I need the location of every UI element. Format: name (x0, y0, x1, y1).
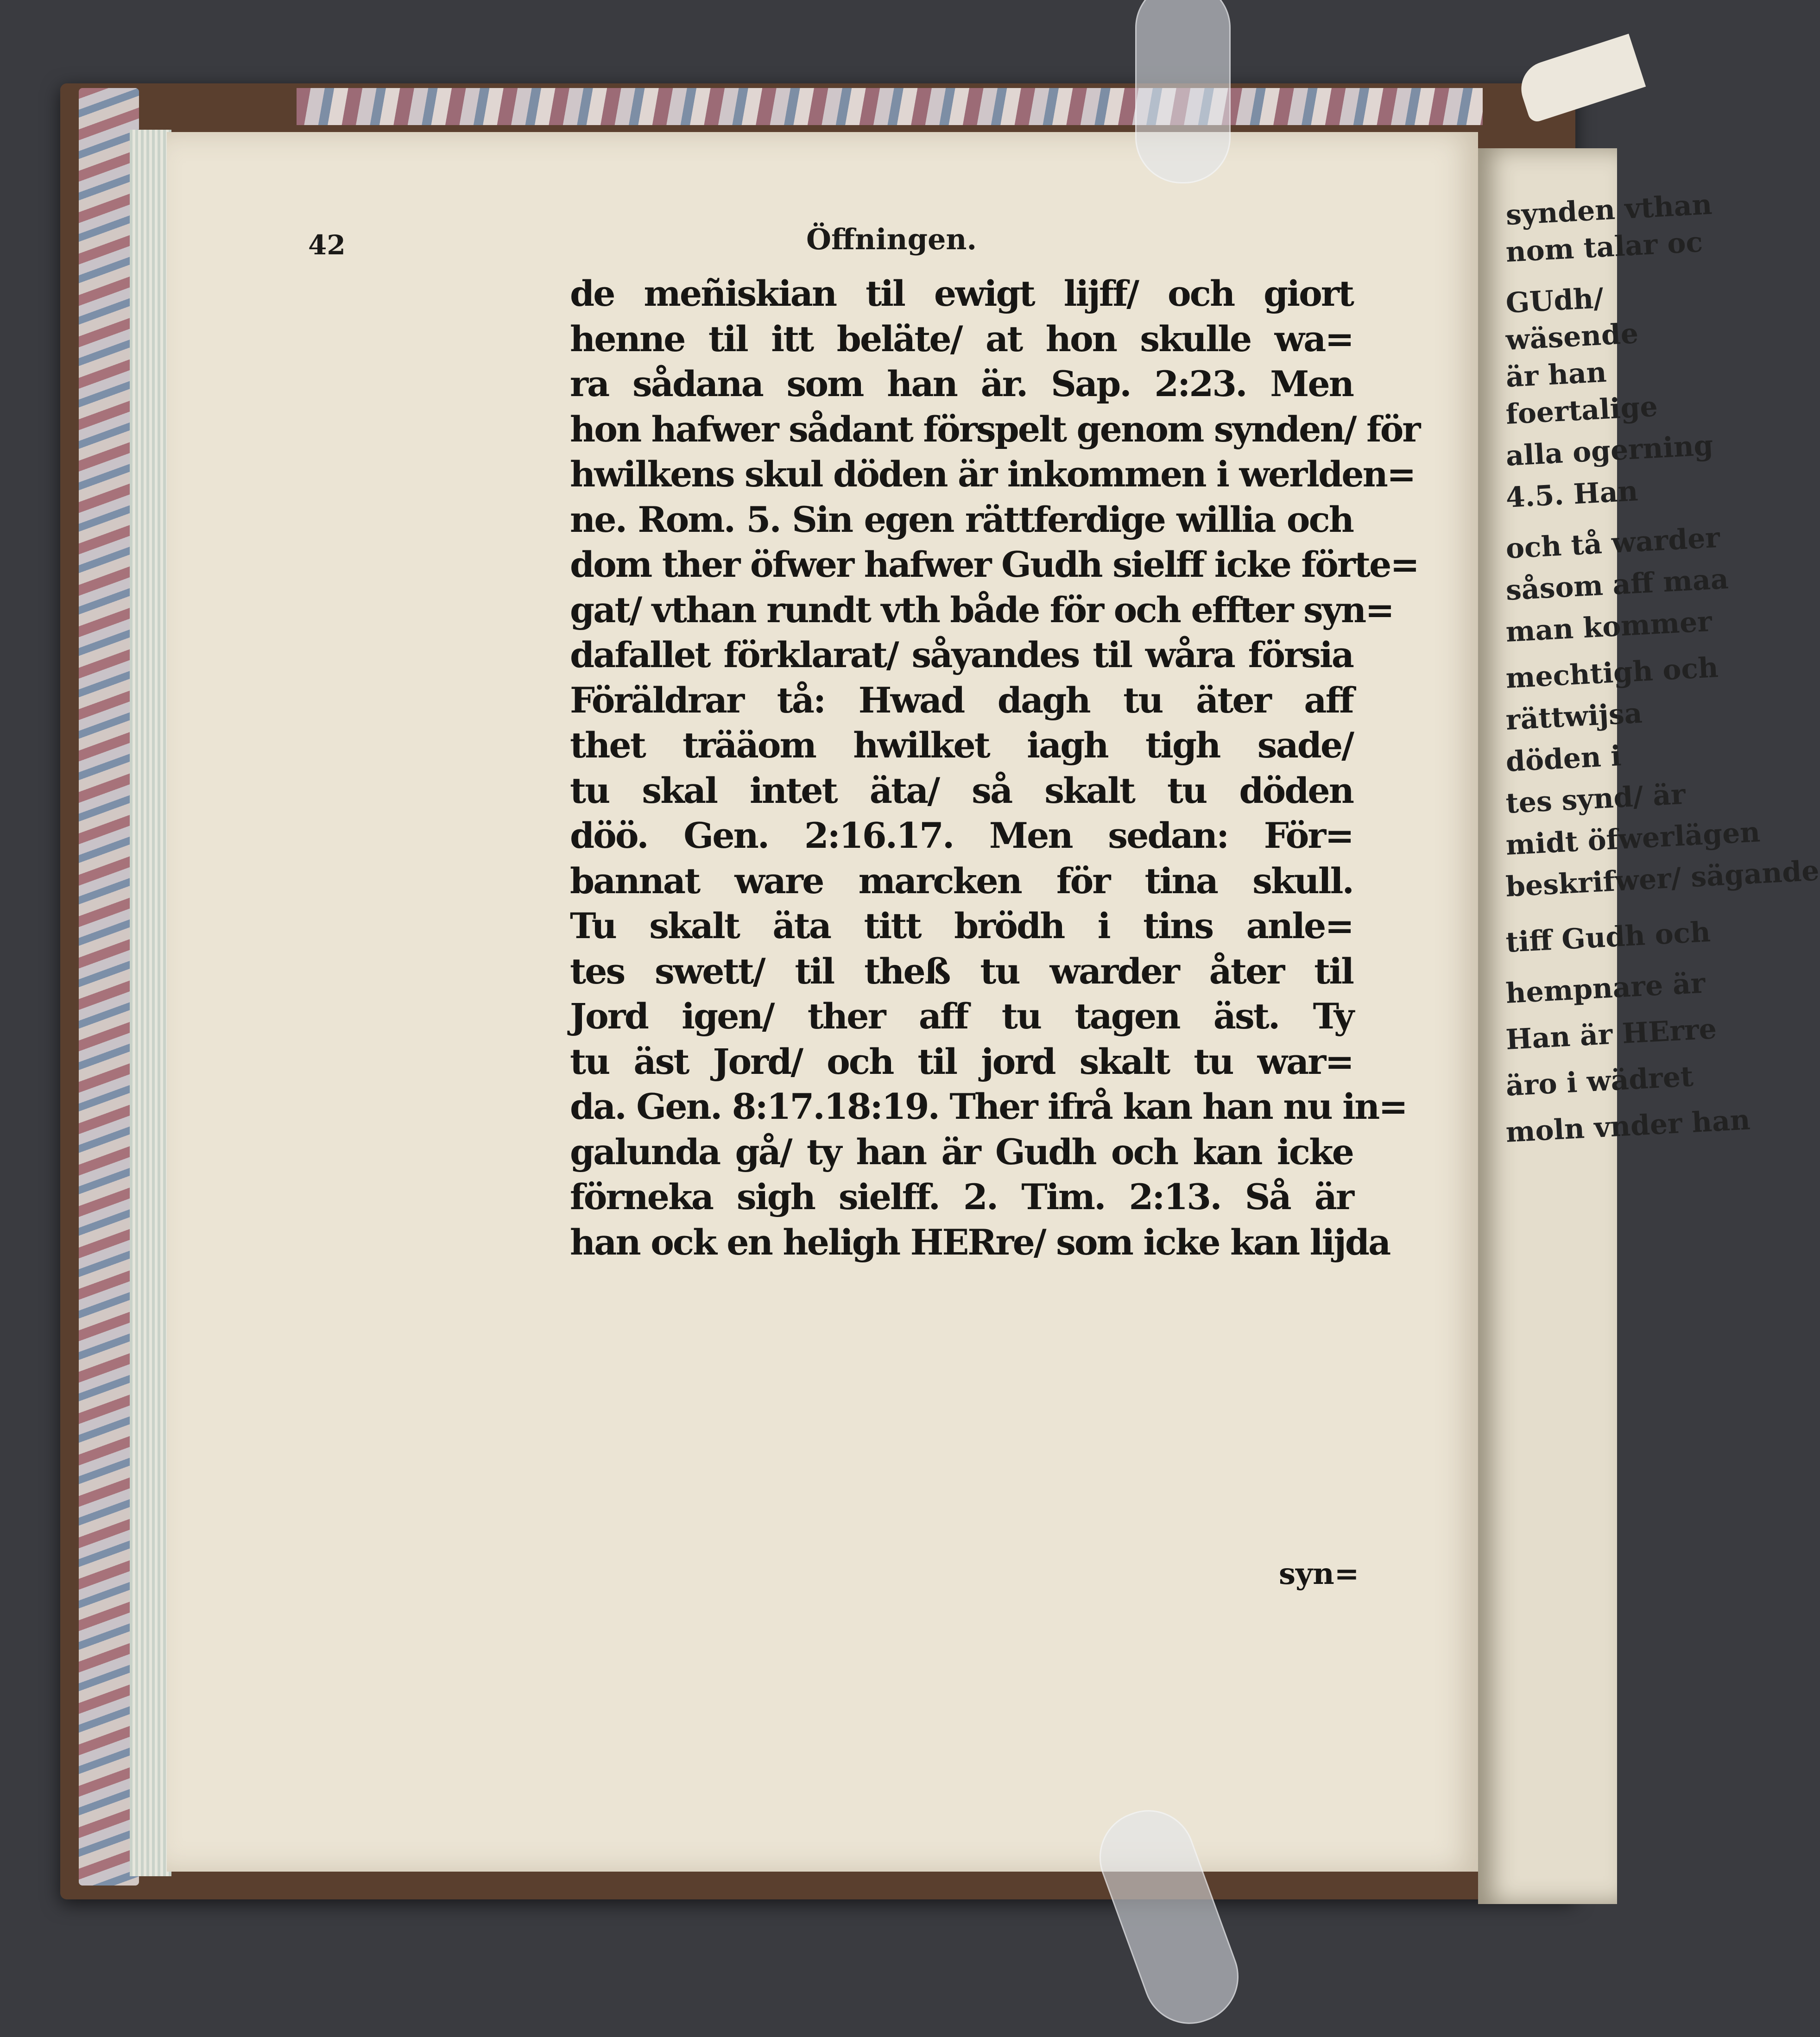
right-page-text-line: hempnare är (1505, 967, 1706, 1010)
text-line: ne. Rom. 5. Sin egen rättferdige willia och (570, 498, 1353, 540)
right-page-text-line: alla ogerning (1505, 429, 1714, 473)
text-line: Jord igen/ ther aff tu tagen äst. Ty (570, 996, 1353, 1037)
text-line: dafallet förklarat/ såyandes til wåra försia (570, 634, 1353, 675)
text-line: Tu skalt äta titt brödh i tins anle= (570, 905, 1353, 946)
text-line: han ock en heligh HERre/ som icke kan lijda (570, 1221, 1390, 1263)
top-page-clamp (1135, 0, 1231, 183)
text-line: dom ther öfwer hafwer Gudh sielff icke förte= (570, 544, 1418, 585)
text-line: Föräldrar tå: Hwad dagh tu äter aff (570, 679, 1353, 721)
text-line: tu skal intet äta/ så skalt tu döden (570, 769, 1353, 811)
text-line: henne til itt beläte/ at hon skulle wa= (570, 318, 1353, 359)
text-line: förneka sigh sielff. 2. Tim. 2:13. Så är (570, 1176, 1353, 1217)
right-page-text-line: rättwijsa (1505, 697, 1643, 737)
right-page-text-line: nom talar oc (1505, 226, 1704, 269)
text-line: hon hafwer sådant förspelt genom synden/ för (570, 408, 1420, 450)
text-line: bannat ware marcken för tina skull. (570, 860, 1353, 902)
right-page-text-line: döden i (1505, 739, 1622, 778)
text-line: döö. Gen. 2:16.17. Men sedan: För= (570, 815, 1353, 856)
text-line: galunda gå/ ty han är Gudh och kan icke (570, 1131, 1353, 1173)
page-number: 42 (308, 229, 346, 261)
text-line: thet trääom hwilket iagh tigh sade/ (570, 725, 1353, 766)
right-page-text-line: är han (1505, 356, 1608, 394)
right-page-text-line: tes synd/ är (1505, 778, 1687, 820)
text-line: ra sådana som han är. Sap. 2:23. Men (570, 363, 1353, 404)
right-page-text-line: foertalige (1505, 390, 1659, 431)
right-page-text-line: och tå warder (1505, 521, 1721, 565)
text-line: gat/ vthan rundt vth både för och effter syn= (570, 589, 1393, 631)
running-head: Öffningen. (806, 222, 977, 256)
right-page-text-line: GUdh/ (1505, 282, 1605, 320)
right-page-text-line: 4.5. Han (1505, 475, 1639, 514)
right-page-text-line: midt öfwerlägen (1505, 816, 1761, 862)
text-line: tes swett/ til theß tu warder åter til (570, 950, 1353, 992)
right-page-text-line: wäsende (1505, 317, 1639, 357)
right-page-text-line: äro i wädret (1505, 1060, 1694, 1103)
text-line: hwilkens skul döden är inkommen i werlden= (570, 454, 1415, 495)
right-page-text-line: moln vnder han (1505, 1104, 1751, 1149)
right-page-text-line: Han är HErre (1505, 1013, 1718, 1056)
marbled-top-edge (297, 88, 1483, 125)
right-page-text-line: synden vthan (1505, 188, 1713, 232)
right-page-text-line: mechtigh och (1505, 651, 1719, 695)
right-page-text-line: såsom aff maa (1505, 562, 1730, 607)
page-text-block (570, 271, 1420, 1263)
right-page-text-line: man kommer (1505, 605, 1713, 649)
corner-tag (1514, 34, 1646, 124)
text-line: da. Gen. 8:17.18:19. Ther ifrå kan han nu in= (570, 1086, 1407, 1127)
right-page-text-line: tiff Gudh och (1505, 915, 1712, 959)
catchword: syn= (1279, 1557, 1359, 1591)
page-stack-edge (130, 130, 171, 1876)
right-page-text-line: beskrifwer/ sägande (1505, 854, 1820, 903)
text-line: de meñiskian til ewigt lijff/ och giort (570, 273, 1353, 314)
right-page-partial (1478, 148, 1820, 1904)
text-line: tu äst Jord/ och til jord skalt tu war= (570, 1041, 1353, 1082)
